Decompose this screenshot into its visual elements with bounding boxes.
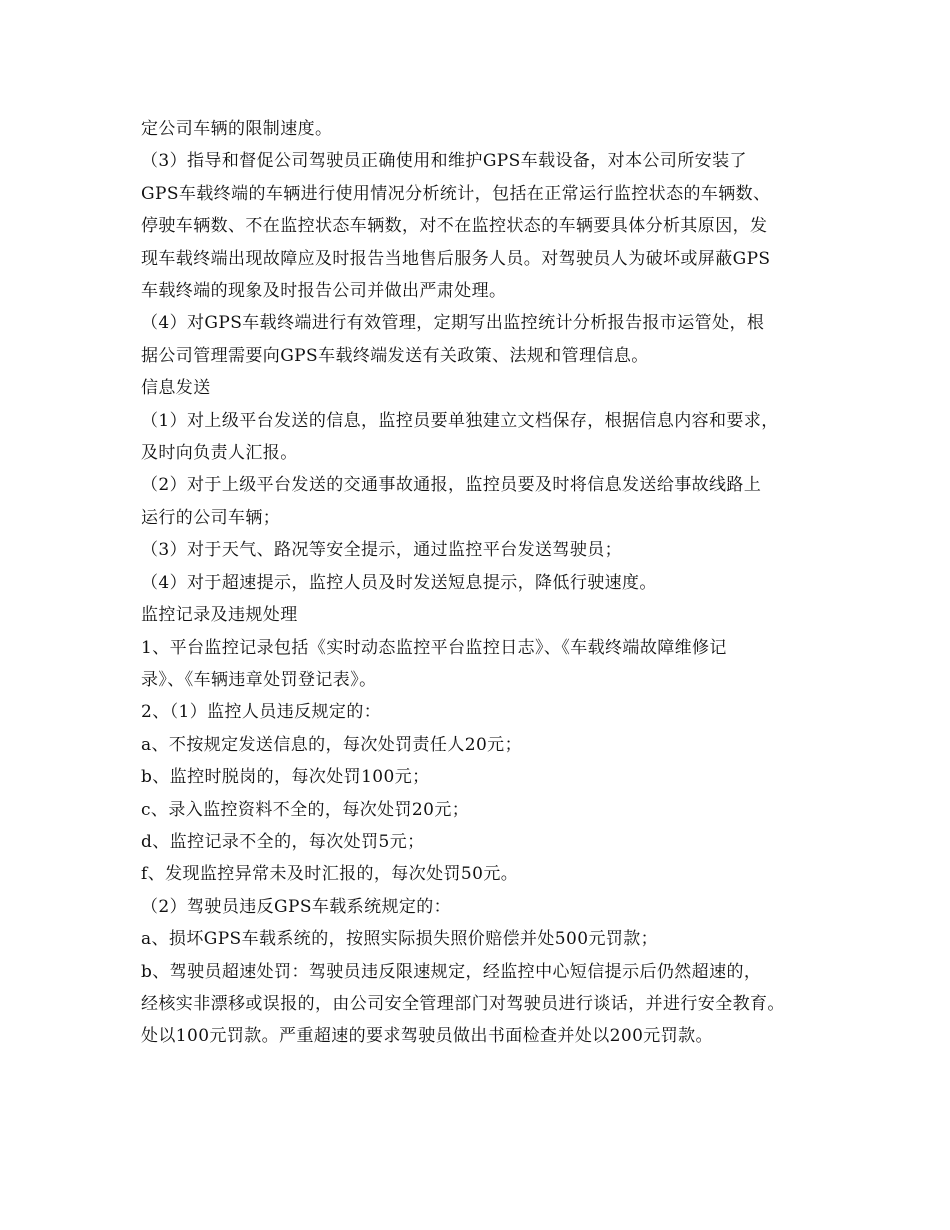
text-line: b、监控时脱岗的，每次处罚100元；: [141, 767, 430, 788]
text-line: d、监控记录不全的，每次处罚5元；: [141, 831, 425, 852]
text-line: GPS车载终端的车辆进行使用情况分析统计，包括在正常运行监控状态的车辆数、: [141, 183, 771, 204]
text-line: 运行的公司车辆；: [141, 507, 281, 528]
text-line: 定公司车辆的限制速度。: [141, 119, 333, 139]
document-body: [141, 113, 831, 1053]
text-line: （3）对于天气、路况等安全提示，通过监控平台发送驾驶员；: [141, 540, 623, 561]
text-line: a、不按规定发送信息的，每次处罚责任人20元；: [141, 734, 522, 755]
text-line: c、录入监控资料不全的，每次处罚20元；: [141, 799, 470, 820]
text-line: （4）对GPS车载终端进行有效管理，定期写出监控统计分析报告报市运管处，根: [141, 313, 765, 334]
text-line: b、驾驶员超速处罚：驾驶员违反限速规定，经监控中心短信提示后仍然超速的，: [141, 961, 762, 982]
text-line: 据公司管理需要向GPS车载终端发送有关政策、法规和管理信息。: [141, 345, 649, 366]
section-heading: 信息发送: [141, 378, 211, 399]
text-line: （1）对上级平台发送的信息，监控员要单独建立文档保存，根据信息内容和要求，: [141, 410, 779, 431]
text-line: （4）对于超速提示，监控人员及时发送短息提示，降低行驶速度。: [141, 572, 657, 593]
text-line: 及时向负责人汇报。: [141, 443, 298, 464]
text-line: 1、平台监控记录包括《实时动态监控平台监控日志》、《车载终端故障维修记: [141, 637, 727, 658]
text-line: a、损坏GPS车载系统的，按照实际损失照价赔偿并处500元罚款；: [141, 929, 659, 950]
text-line: 录》、《车辆违章处罚登记表》。: [141, 669, 377, 690]
text-line: 2、（1）监控人员违反规定的：: [141, 702, 382, 723]
text-line: （3）指导和督促公司驾驶员正确使用和维护GPS车载设备，对本公司所安装了: [141, 151, 747, 172]
text-line: 处以100元罚款。严重超速的要求驾驶员做出书面检查并处以200元罚款。: [141, 1026, 713, 1047]
text-line: 停驶车辆数、不在监控状态车辆数，对不在监控状态的车辆要具体分析其原因，发: [141, 216, 768, 237]
section-heading: 监控记录及违规处理: [141, 605, 298, 626]
text-line: 经核实非漂移或误报的，由公司安全管理部门对驾驶员进行谈话，并进行安全教育。: [141, 993, 785, 1014]
text-line: 现车载终端出现故障应及时报告当地售后服务人员。对驾驶员人为破坏或屏蔽GPS: [141, 248, 771, 269]
text-line: f、发现监控异常未及时汇报的，每次处罚50元。: [141, 864, 519, 885]
text-line: 车载终端的现象及时报告公司并做出严肃处理。: [141, 281, 507, 302]
text-line: （2）驾驶员违反GPS车载系统规定的：: [141, 896, 452, 917]
text-line: （2）对于上级平台发送的交通事故通报，监控员要及时将信息发送给事故线路上: [141, 475, 762, 496]
